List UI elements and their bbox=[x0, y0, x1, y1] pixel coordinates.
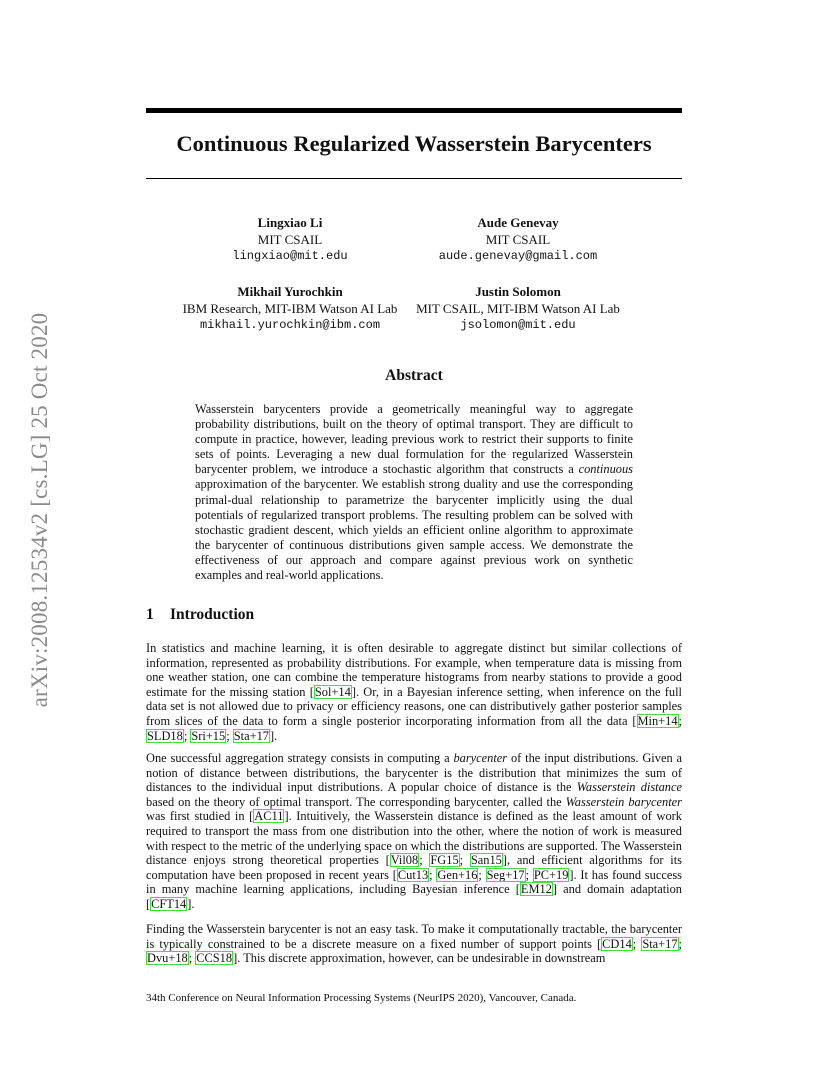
author-email[interactable]: aude.genevay@gmail.com bbox=[438, 249, 598, 263]
author-block bbox=[368, 215, 668, 265]
paragraph-text: and domain adaptation bbox=[563, 882, 682, 897]
citation-link[interactable]: EM12 bbox=[520, 882, 552, 897]
citation-link[interactable]: Sta+17 bbox=[642, 936, 678, 951]
author-affiliation: MIT CSAIL bbox=[485, 231, 551, 247]
emphasis-text: Wasserstein distance bbox=[576, 780, 682, 795]
intro-paragraph-1: In statistics and machine learning, it is often desirable to aggregate distinct but similar collections of information, represented as probability distributions. For example, when temperature data is missing from one weather station, one can combine the temperature histograms from nearby stations to provide a good estimate for the missing station [Sol+14]. Or, in a Bayesian inference setting, when inference on the full data set is not allowed due to privacy or efficiency reasons, one can distributively gather posterior samples from slices of the data to form a single posterior incorporating information from all the data [Min+14; SLD18; Sri+15; Sta+17]. bbox=[146, 641, 682, 743]
section-heading bbox=[146, 606, 254, 624]
citation-link[interactable]: Sri+15 bbox=[191, 728, 226, 743]
citation-link[interactable]: SLD18 bbox=[147, 728, 183, 743]
author-name: Justin Solomon bbox=[475, 284, 561, 299]
paragraph-text: . bbox=[191, 896, 195, 911]
citation-link[interactable]: Cut13 bbox=[397, 867, 429, 882]
abstract-text: Wasserstein barycenters provide a geometrically meaningful way to aggregate probability distributions, built on the theory of optimal transport. They are difficult to compute in practice, however, leading previous work to restrict their supports to finite sets of points. Leveraging a new dual formulation for the regularized Wasserstein barycenter problem, we introduce a stochastic algorithm that constructs a bbox=[195, 402, 633, 477]
author-email[interactable]: jsolomon@mit.edu bbox=[460, 318, 576, 332]
paragraph-text: , and efficient algorithms for its computation have been proposed in recent years bbox=[146, 853, 682, 882]
paragraph-text: of the input distributions. Given a notion of distance between distributions, the barycenter is the distribution that minimizes the sum of distances to the individual input distributions. A popular choice of distance is the bbox=[146, 751, 682, 795]
citation-link[interactable]: FG15 bbox=[430, 853, 459, 868]
citation-link[interactable]: Vil08 bbox=[390, 853, 419, 868]
author-email[interactable]: mikhail.yurochkin@ibm.com bbox=[199, 318, 381, 332]
paragraph-text: One successful aggregation strategy consists in computing a bbox=[146, 751, 450, 765]
intro-paragraph-3: Finding the Wasserstein barycenter is not an easy task. To make it computationally tractable, the barycenter is typically constrained to be a discrete measure on a fixed number of support points [CD14; Sta+17; Dvu+18; CCS18]. This discrete approximation, however, can be undesirable in downstream bbox=[146, 922, 682, 966]
conference-footnote: 34th Conference on Neural Information Processing Systems (NeurIPS 2020), Vancouver, Canada. bbox=[146, 992, 577, 1004]
abstract-body bbox=[195, 402, 633, 583]
paragraph-text: In statistics and machine learning, it is often desirable to aggregate distinct but similar collections of information, represented as probability distributions. For example, when temperature data is missing from one weather station, one can combine the temperature histograms from nearby stations to provide a good estimate for the missing station bbox=[146, 641, 682, 699]
citation-link[interactable]: AC11 bbox=[254, 809, 284, 824]
arxiv-identifier: arXiv:2008.12534v2 [cs.LG] 25 Oct 2020 bbox=[27, 312, 52, 708]
paragraph-text: . bbox=[274, 728, 278, 743]
paragraph-text: . Intuitively, the Wasserstein distance is defined as the least amount of work required to transport the mass from one distribution into the other, where the notion of work is measured with respect to the metric of the underlying space on which the distributions are supported. The Wasserstein distance enjoys strong theoretical properties bbox=[146, 809, 682, 868]
citation-link[interactable]: CFT14 bbox=[151, 896, 187, 911]
citation-link[interactable]: PC+19 bbox=[533, 867, 569, 882]
citation-link[interactable]: Sta+17 bbox=[233, 728, 269, 743]
emphasis-text: barycenter bbox=[453, 751, 508, 765]
author-affiliation: MIT CSAIL, MIT-IBM Watson AI Lab bbox=[416, 300, 620, 316]
author-name: Mikhail Yurochkin bbox=[237, 284, 343, 299]
citation-link[interactable]: San15 bbox=[470, 853, 502, 868]
author-affiliation: IBM Research, MIT-IBM Watson AI Lab bbox=[182, 300, 398, 316]
author-name: Lingxiao Li bbox=[257, 215, 323, 230]
author-email[interactable]: lingxiao@mit.edu bbox=[232, 249, 348, 263]
paragraph-text: was first studied in bbox=[146, 809, 245, 824]
citation-link[interactable]: Gen+16 bbox=[437, 867, 478, 882]
section-number: 1 bbox=[146, 606, 154, 623]
paragraph-text: . It has found success in many machine learning applications, including Bayesian inference bbox=[146, 867, 682, 897]
intro-paragraph-2: One successful aggregation strategy consists in computing a barycenter of the input distributions. Given a notion of distance between distributions, the barycenter is the distribution that minimizes the sum of distances to the individual input distributions. A popular choice of distance is the Wasserstein distance based on the theory of optimal transport. The corresponding barycenter, called the Wasserstein barycenter was first studied in [AC11]. Intuitively, the Wasserstein distance is defined as the least amount of work required to transport the mass from one distribution into the other, where the notion of work is measured with respect to the metric of the underlying space on which the distributions are supported. The Wasserstein distance enjoys strong theoretical properties [Vil08; FG15; San15], and efficient algorithms for its computation have been proposed in recent years [Cut13; Gen+16; Seg+17; PC+19]. It has found success in many machine learning applications, including Bayesian inference [EM12] and domain adaptation [CFT14]. bbox=[146, 751, 682, 911]
author-affiliation: MIT CSAIL bbox=[257, 231, 323, 247]
paper-title: Continuous Regularized Wasserstein Barycenters bbox=[176, 131, 652, 156]
citation-link[interactable]: CD14 bbox=[602, 936, 632, 951]
abstract-text: approximation of the barycenter. We establish strong duality and use the corresponding primal-dual relationship to parametrize the barycenter implicitly using the dual potentials of regularized transport problems. The resulting problem can be solved with stochastic gradient descent, which yields an efficient online algorithm to approximate the barycenter of continuous distributions given sample access. We demonstrate the effectiveness of our approach and compare against previous work on synthetic examples and real-world applications. bbox=[195, 477, 633, 583]
abstract-emphasis: continuous bbox=[578, 462, 633, 477]
paragraph-text: based on the theory of optimal transport. The corresponding barycenter, called the bbox=[146, 794, 562, 809]
paragraph-text: Finding the Wasserstein barycenter is not an easy task. To make it computationally tractable, the barycenter is typically constrained to be a discrete measure on a fixed number of support points bbox=[146, 922, 682, 951]
citation-link[interactable]: Min+14 bbox=[637, 713, 678, 728]
citation-link[interactable]: Sol+14 bbox=[314, 684, 351, 699]
arxiv-sidebar bbox=[22, 290, 58, 730]
citation-link[interactable]: CCS18 bbox=[196, 951, 233, 966]
paragraph-text: . Or, in a Bayesian inference setting, when inference on the full data set is not allowed due to privacy or efficiency reasons, one can distributively gather posterior samples from slices of the data to form a single posterior incorporating information from all the data bbox=[146, 684, 682, 728]
author-name: Aude Genevay bbox=[477, 215, 559, 230]
emphasis-text: Wasserstein barycenter bbox=[565, 794, 682, 809]
paragraph-text: . This discrete approximation, however, can be undesirable in downstream bbox=[237, 951, 606, 966]
abstract-heading: Abstract bbox=[385, 367, 443, 384]
citation-link[interactable]: Dvu+18 bbox=[147, 951, 188, 966]
author-block bbox=[368, 284, 668, 334]
citation-link[interactable]: Seg+17 bbox=[486, 867, 525, 882]
title-rule-bottom bbox=[146, 178, 682, 179]
title-rule-top bbox=[146, 108, 682, 113]
section-title: Introduction bbox=[170, 606, 255, 623]
